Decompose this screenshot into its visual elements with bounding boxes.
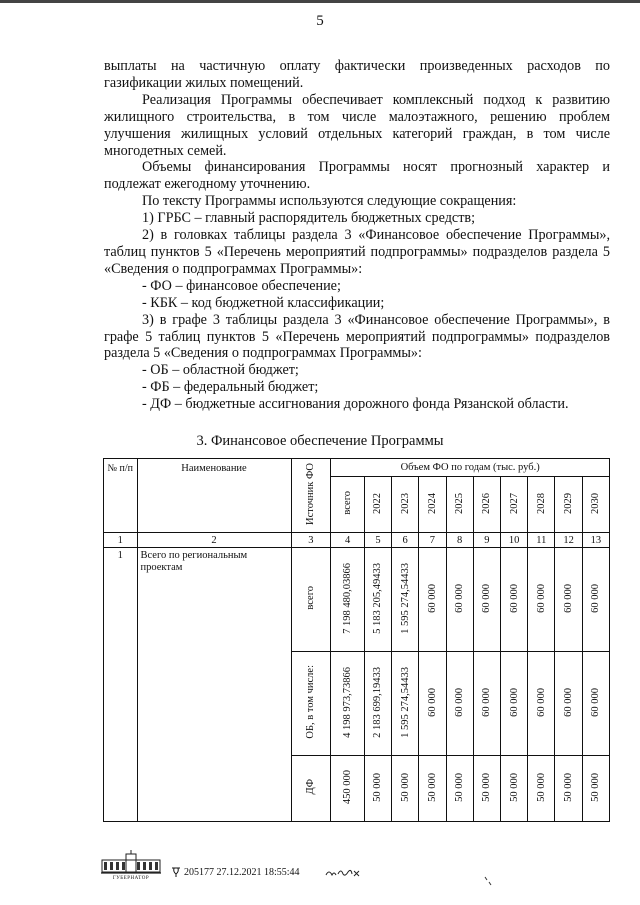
column-number: 2	[137, 533, 291, 548]
scan-speck-icon	[484, 876, 492, 886]
scan-top-edge	[0, 0, 640, 3]
page-number: 5	[316, 13, 324, 29]
list-item: - ФБ – федеральный бюджет;	[142, 379, 319, 396]
header-year: 2023	[392, 477, 419, 533]
list-item: - ДФ – бюджетные ассигнования дорожного фонда Рязанской области.	[142, 396, 569, 413]
value-cell: 1 595 274,54433	[392, 652, 419, 756]
value-cell: 60 000	[501, 548, 528, 652]
paragraph: Объемы финансирования Программы носят прогнозный характер и подлежат ежегодному уточнению.	[104, 159, 610, 193]
value-cell: 60 000	[446, 548, 473, 652]
value-cell: 7 198 480,03866	[331, 548, 365, 652]
column-number: 1	[104, 533, 138, 548]
source-label: всего	[291, 548, 331, 652]
header-year: 2024	[419, 477, 446, 533]
list-item: - ОБ – областной бюджет;	[142, 362, 299, 379]
column-number: 10	[501, 533, 528, 548]
header-total: всего	[331, 477, 365, 533]
header-year: 2025	[446, 477, 473, 533]
value-cell: 60 000	[501, 652, 528, 756]
value-cell: 60 000	[528, 548, 555, 652]
header-year: 2026	[473, 477, 500, 533]
source-label: ОБ, в том числе:	[291, 652, 331, 756]
value-cell: 60 000	[582, 548, 609, 652]
row-number: 1	[104, 548, 138, 822]
table-row	[104, 548, 610, 652]
value-cell: 50 000	[555, 756, 582, 822]
value-cell: 5 183 205,49433	[364, 548, 391, 652]
value-cell: 50 000	[392, 756, 419, 822]
value-cell: 50 000	[419, 756, 446, 822]
header-volume: Объем ФО по годам (тыс. руб.)	[331, 459, 610, 477]
value-cell: 60 000	[419, 652, 446, 756]
value-cell: 60 000	[528, 652, 555, 756]
paragraph: выплаты на частичную оплату фактически произведенных расходов по газификации жилых помещений.	[104, 58, 610, 91]
list-item: 2) в головках таблицы раздела 3 «Финансовое обеспечение Программы», таблиц пунктов 5 «Перечень мероприятий подпрограммы» подразделов раздела 5 «Сведения о подпрограммах Программы»:	[104, 227, 610, 277]
paragraph: По тексту Программы используются следующие сокращения:	[142, 193, 517, 210]
value-cell: 60 000	[473, 652, 500, 756]
value-cell: 450 000	[331, 756, 365, 822]
header-year: 2022	[364, 477, 391, 533]
column-number: 4	[331, 533, 365, 548]
column-number: 8	[446, 533, 473, 548]
value-cell: 50 000	[446, 756, 473, 822]
value-cell: 50 000	[364, 756, 391, 822]
list-item: 3) в графе 3 таблицы раздела 3 «Финансовое обеспечение Программы», в графе 5 таблиц пунктов 5 «Перечень мероприятий подпрограммы» подразделов раздела 5 «Сведения о подпрограммах Программы»:	[104, 311, 610, 362]
value-cell: 4 198 973,73866	[331, 652, 365, 756]
header-year: 2029	[555, 477, 582, 533]
value-cell: 50 000	[582, 756, 609, 822]
column-number: 5	[364, 533, 391, 548]
source-label: ДФ	[291, 756, 331, 822]
column-number: 9	[473, 533, 500, 548]
column-number: 6	[392, 533, 419, 548]
header-year: 2028	[528, 477, 555, 533]
list-item: - ФО – финансовое обеспечение;	[142, 277, 341, 294]
header-year: 2027	[501, 477, 528, 533]
value-cell: 60 000	[555, 652, 582, 756]
section-title: 3. Финансовое обеспечение Программы	[196, 433, 444, 449]
value-cell: 50 000	[528, 756, 555, 822]
header-source: Источник ФО	[291, 459, 331, 533]
column-number: 7	[419, 533, 446, 548]
value-cell: 50 000	[473, 756, 500, 822]
document-body	[104, 58, 610, 413]
column-number-row	[104, 533, 610, 548]
financing-table	[103, 458, 610, 822]
doc-mark-icon	[170, 866, 182, 878]
value-cell: 50 000	[501, 756, 528, 822]
row-name: Всего по региональным проектам	[137, 548, 291, 822]
paragraph: Реализация Программы обеспечивает комплексный подход к развитию жилищного строительства, в том числе малоэтажного, решению проблем улучшения жилищных условий отдельных категорий граждан, в том числе многодетных семей.	[104, 91, 610, 159]
stamp-label: ГУБЕРНАТОР	[112, 876, 150, 881]
value-cell: 60 000	[582, 652, 609, 756]
header-year: 2030	[582, 477, 609, 533]
column-number: 12	[555, 533, 582, 548]
document-code: 205177 27.12.2021 18:55:44	[184, 867, 300, 878]
header-num: № п/п	[104, 459, 138, 533]
handwritten-signature-icon	[325, 865, 361, 879]
value-cell: 60 000	[446, 652, 473, 756]
government-building-stamp-icon	[100, 850, 162, 875]
column-number: 3	[291, 533, 331, 548]
value-cell: 60 000	[419, 548, 446, 652]
list-item: - КБК – код бюджетной классификации;	[142, 294, 385, 311]
list-item: 1) ГРБС – главный распорядитель бюджетных средств;	[142, 210, 476, 227]
value-cell: 2 183 699,19433	[364, 652, 391, 756]
header-name: Наименование	[137, 459, 291, 533]
column-number: 11	[528, 533, 555, 548]
column-number: 13	[582, 533, 609, 548]
value-cell: 60 000	[473, 548, 500, 652]
value-cell: 1 595 274,54433	[392, 548, 419, 652]
value-cell: 60 000	[555, 548, 582, 652]
